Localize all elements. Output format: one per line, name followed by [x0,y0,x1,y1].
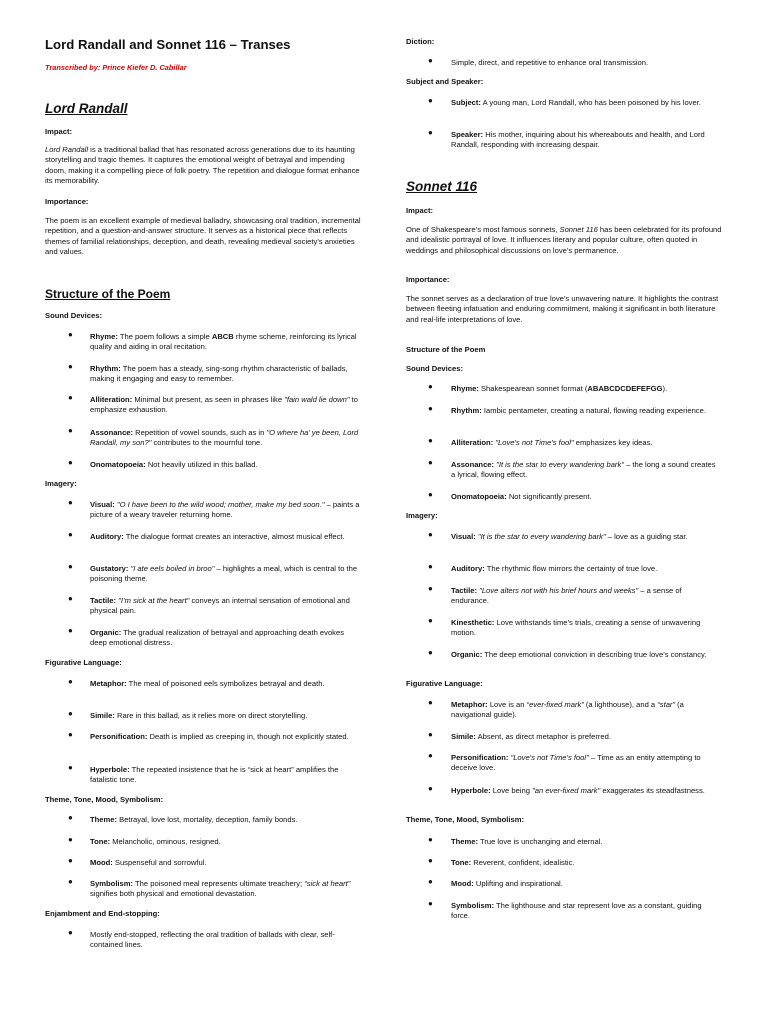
list-item: Rhythm: The poem has a steady, sing-song rhythm characteristic of ballads, making it engaging and easy to remember. [90,364,348,384]
bullet: ● [68,530,73,539]
list-item: Assonance: Repetition of vowel sounds, such as in "O where ha’ ye been, Lord Randall, my son?" contributes to the mournful tone. [90,428,359,448]
bullet: ● [68,362,73,371]
list-item: Alliteration: "Love's not Time's fool" emphasizes key ideas. [451,438,653,447]
transcriber-byline: Transcribed by: Prince Kiefer D. Cabillar [45,63,187,72]
figurative-label: Figurative Language: [406,679,483,688]
bullet: ● [428,835,433,844]
bullet: ● [428,128,433,137]
bullet: ● [428,56,433,65]
bullet: ● [68,763,73,772]
list-item: Metaphor: Love is an “ever-fixed mark” (a lighthouse), and a “star” (a navigational guide). [451,700,684,720]
list-item: Alliteration: Minimal but present, as seen in phrases like "fain wald lie down" to emphasize exhaustion. [90,395,358,415]
sound-devices-label: Sound Devices: [45,311,102,320]
bullet: ● [68,835,73,844]
bullet: ● [428,784,433,793]
imagery-label: Imagery: [406,511,438,520]
list-item: Tone: Melancholic, ominous, resigned. [90,837,221,846]
bullet: ● [428,648,433,657]
list-item: Hyperbole: Love being "an ever-fixed mark" exaggerates its steadfastness. [451,786,705,795]
bullet: ● [428,899,433,908]
impact-label: Impact: [406,206,434,215]
bullet: ● [428,436,433,445]
list-item: Metaphor: The meal of poisoned eels symbolizes betrayal and death. [90,679,325,688]
list-item: Organic: The gradual realization of betrayal and approaching death evokes deep emotional distress. [90,628,344,648]
imagery-label: Imagery: [45,479,77,488]
bullet: ● [68,498,73,507]
importance-paragraph: The poem is an excellent example of medieval balladry, showcasing oral tradition, incremental repetition, and a question-and-answer structure. It serves as a historical piece that reflects themes of familial relationships, deception, and death, revealing medieval society’s anxieties and values. [45,216,361,257]
list-item: Mood: Uplifting and inspirational. [451,879,563,888]
bullet: ● [68,813,73,822]
list-item: Subject: A young man, Lord Randall, who has been poisoned by his lover. [451,98,701,107]
list-item: Tone: Reverent, confident, idealistic. [451,858,575,867]
list-item: Kinesthetic: Love withstands time’s trials, creating a sense of unwavering motion. [451,618,701,638]
list-item: Personification: "Love's not Time's fool" – Time as an entity attempting to deceive love. [451,753,701,773]
list-item: Onomatopoeia: Not significantly present. [451,492,592,501]
bullet: ● [428,877,433,886]
list-item: Simile: Absent, as direct metaphor is preferred. [451,732,611,741]
bullet: ● [68,426,73,435]
impact-paragraph: One of Shakespeare’s most famous sonnets, Sonnet 116 has been celebrated for its profound and idealistic portrayal of love. It influences literary and popular culture, often quoted in weddings and philosophical discussions on love’s permanence. [406,225,722,255]
bullet: ● [428,730,433,739]
list-item: Tactile: "I’m sick at the heart" conveys an internal sensation of emotional and physical pain. [90,596,350,616]
list-item: Rhyme: Shakespearean sonnet format (ABABCDCDEFEFGG). [451,384,668,393]
bullet: ● [68,393,73,402]
poem-title-ref: Sonnet 116 [559,225,598,234]
list-item: Gustatory: "I ate eels boiled in broo" – highlights a meal, which is central to the poisoning theme. [90,564,358,584]
list-item: Onomatopoeia: Not heavily utilized in this ballad. [90,460,258,469]
list-item: Organic: The deep emotional conviction in describing true love’s constancy. [451,650,707,659]
theme-label: Theme, Tone, Mood, Symbolism: [406,815,524,824]
sound-devices-label: Sound Devices: [406,364,463,373]
diction-label: Diction: [406,37,435,46]
bullet: ● [68,330,73,339]
impact-paragraph: Lord Randall is a traditional ballad that has resonated across generations due to its haunting storytelling and tragic themes. It captures the emotional weight of betrayal and impending doom, making it a compelling piece of folk poetry. The repetition and dialogue format enhance its memorability. [45,145,360,186]
list-item: Visual: "It is the star to every wandering bark" – love as a guiding star. [451,532,688,541]
list-item: Mostly end-stopped, reflecting the oral tradition of ballads with clear, self-contained lines. [90,930,335,950]
bullet: ● [428,856,433,865]
list-item: Simile: Rare in this ballad, as it relies more on direct storytelling. [90,711,308,720]
list-item: Auditory: The dialogue format creates an interactive, almost musical effect. [90,532,345,541]
structure-heading: Structure of the Poem [45,287,171,301]
importance-paragraph: The sonnet serves as a declaration of true love’s unwavering nature. It highlights the contrast between fleeting infatuation and enduring commitment, making it significant in both literature and real-life interpretations of love. [406,294,719,324]
list-item: Auditory: The rhythmic flow mirrors the certainty of true love. [451,564,658,573]
bullet: ● [68,928,73,937]
list-item: Symbolism: The poisoned meal represents ultimate treachery; “sick at heart” signifies both physical and emotional devastation. [90,879,351,899]
list-item: Mood: Suspenseful and sorrowful. [90,858,207,867]
bullet: ● [428,584,433,593]
bullet: ● [68,709,73,718]
list-item: Rhyme: The poem follows a simple ABCB rhyme scheme, reinforcing its lyrical quality and aiding in oral recitation. [90,332,357,352]
figurative-label: Figurative Language: [45,658,122,667]
bullet: ● [68,594,73,603]
list-item: Hyperbole: The repeated insistence that he is “sick at heart” amplifies the fatalistic tone. [90,765,339,785]
list-item: Personification: Death is implied as creeping in, though not explicitly stated. [90,732,349,741]
importance-label: Importance: [45,197,89,206]
enjambment-label: Enjambment and End-stopping: [45,909,160,918]
bullet: ● [428,530,433,539]
list-item: Assonance: "It is the star to every wandering bark" – the long a sound creates a lyrical, flowing effect. [451,460,716,480]
bullet: ● [68,677,73,686]
list-item: Visual: "O I have been to the wild wood; mother, make my bed soon." – paints a picture of a weary traveler returning home. [90,500,360,520]
structure-label: Structure of the Poem [406,345,486,354]
list-item: Symbolism: The lighthouse and star represent love as a constant, guiding force. [451,901,702,921]
list-item: Simple, direct, and repetitive to enhance oral transmission. [451,58,649,67]
bullet: ● [428,562,433,571]
document-title: Lord Randall and Sonnet 116 – Transes [45,37,291,52]
bullet: ● [68,626,73,635]
bullet: ● [428,490,433,499]
poem-title-ref: Lord Randall [45,145,89,154]
list-item: Theme: Betrayal, love lost, mortality, deception, family bonds. [90,815,298,824]
bullet: ● [428,616,433,625]
bullet: ● [68,458,73,467]
bullet: ● [428,96,433,105]
theme-label: Theme, Tone, Mood, Symbolism: [45,795,163,804]
bullet: ● [428,404,433,413]
bullet: ● [428,698,433,707]
bullet: ● [428,458,433,467]
lord-randall-title: Lord Randall [45,101,128,116]
bullet: ● [68,856,73,865]
list-item: Tactile: "Love alters not with his brief hours and weeks" – a sense of endurance. [451,586,682,606]
sonnet-116-title: Sonnet 116 [406,179,478,194]
bullet: ● [428,382,433,391]
list-item: Rhythm: Iambic pentameter, creating a natural, flowing reading experience. [451,406,706,415]
importance-label: Importance: [406,275,450,284]
subject-speaker-label: Subject and Speaker: [406,77,484,86]
bullet: ● [68,877,73,886]
impact-label: Impact: [45,127,73,136]
bullet: ● [68,730,73,739]
list-item: Speaker: His mother, inquiring about his whereabouts and health, and Lord Randall, responding with increasing despair. [451,130,705,150]
bullet: ● [68,562,73,571]
bullet: ● [428,751,433,760]
list-item: Theme: True love is unchanging and eternal. [451,837,603,846]
